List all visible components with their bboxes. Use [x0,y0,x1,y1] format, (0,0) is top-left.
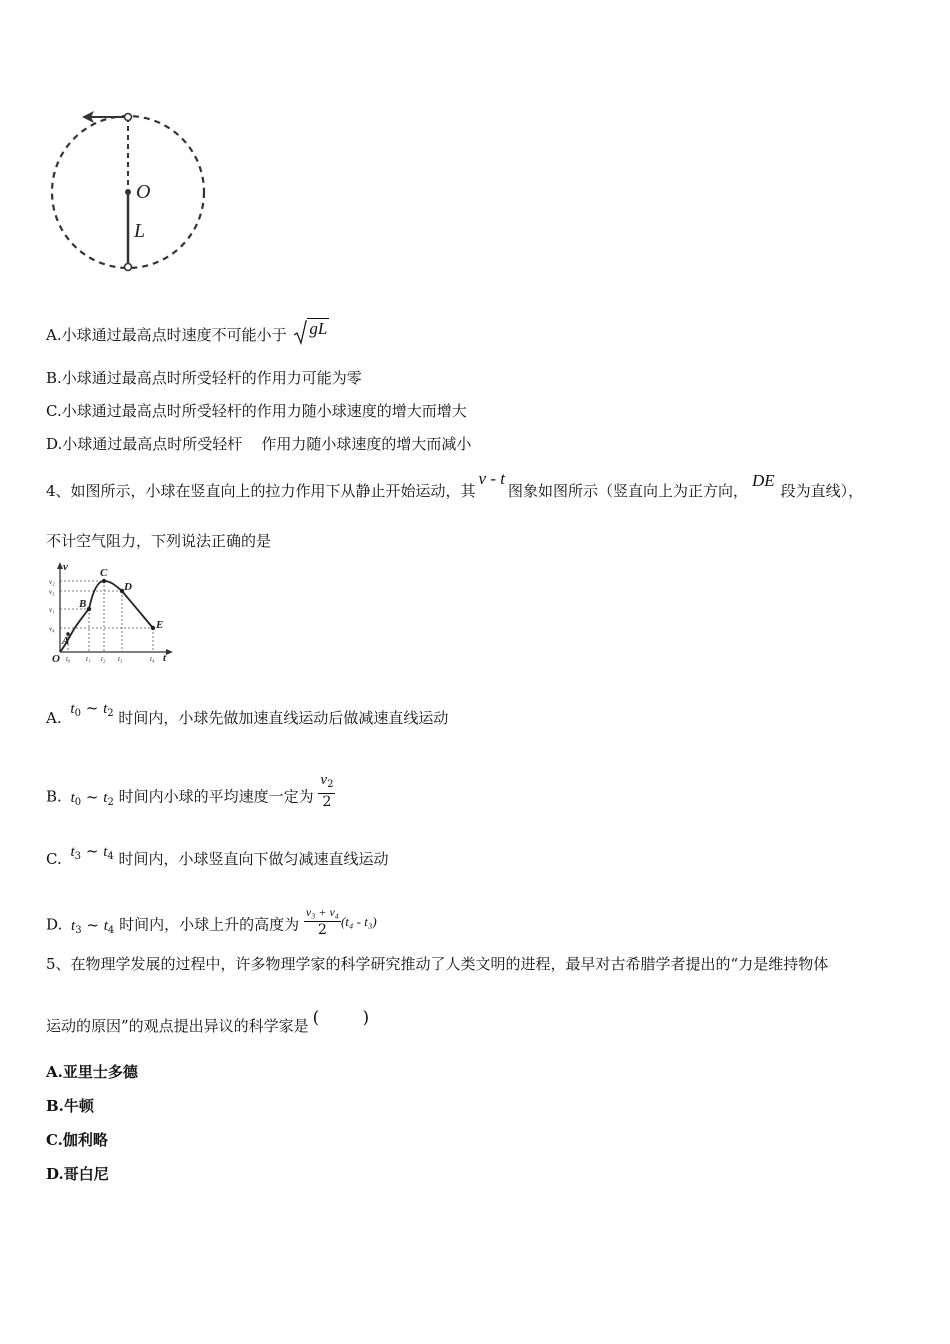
q4-stem-line2 [46,531,271,551]
q5-answer-paren: ( ) [312,1008,370,1028]
q3-option-c [46,401,467,421]
vt-curve [60,581,153,652]
q5-option-b-text: 牛顿 [63,1097,94,1115]
q3-option-a-letter: A. [46,326,62,344]
tick-t2: t₂ [101,655,106,663]
q5-option-c-letter: C. [46,1131,63,1149]
label-origin: O [52,653,60,665]
tick-v1: v₁ [49,606,55,614]
tick-t1: t₁ [86,655,91,663]
q3-option-b-text: 小球通过最高点时所受轻杆的作用力可能为零 [61,369,362,387]
label-y-axis: v [63,561,68,573]
q4-option-a: A. $t_0$ ~ $t_2$ 时间内，小球先做加速直线运动后做减速直线运动 [46,699,449,727]
vt-graph [46,560,176,665]
top-ball [125,114,132,121]
center-point [125,189,131,195]
q4-option-a-letter: A. [46,709,62,727]
q5-option-b [46,1096,94,1116]
label-point-e: E [156,619,164,631]
q4-stem-part1: 4、如图所示，小球在竖直向上的拉力作用下从静止开始运动，其 [46,482,476,500]
q4-stem-part2: 图象如图所示（竖直向上为正方向， [507,482,748,500]
q4-stem-line1 [46,469,864,501]
q4-option-b: B. $t_0$ ~ $t_2$ 时间内小球的平均速度一定为 $\frac{v_2}{2}$ [46,772,334,810]
q3-option-d-letter: D. [46,435,63,453]
q4-option-b-text: 时间内小球的平均速度一定为 [118,787,314,806]
tick-v4: v₄ [49,625,55,633]
q5-option-a [46,1062,138,1082]
q5-option-c-text: 伽利略 [62,1131,108,1149]
label-point-a: A [62,635,70,647]
label-center-o: O [136,181,151,203]
q5-stem-line1-text: 5、在物理学发展的过程中，许多物理学家的科学研究推动了人类文明的进程，最早对古希腊学者提出的“力是维持物体 [46,955,829,973]
q4-option-a-text: 时间内，小球先做加速直线运动后做减速直线运动 [118,709,449,727]
circle-rod-figure [48,105,213,280]
q4-option-d: D. $t_3$ ~ $t_4$ 时间内，小球上升的高度为 $\frac{\text{v₃ + v₄}}{2}$ (t₄ - t₃) [46,905,377,938]
q3-option-a-math: gL [309,319,328,338]
point-c-dot [102,579,106,583]
q5-stem-line1 [46,954,828,974]
q4-option-d-text: 时间内，小球上升的高度为 [119,915,300,934]
q5-option-a-letter: A. [46,1063,63,1081]
label-point-c: C [100,567,108,579]
q5-option-d-text: 哥白尼 [63,1165,109,1183]
q3-option-a-text: 小球通过最高点时速度不可能小于 [61,326,287,344]
q5-option-c [46,1130,108,1150]
q3-option-b [46,368,362,388]
point-e-dot [151,626,155,630]
q4-option-d-letter: D. [46,915,63,934]
q4-stem-part3: 段为直线）， [780,482,864,500]
q4-option-d-tail: (t₄ - t₃) [340,913,377,929]
q4-option-c-text: 时间内，小球竖直向下做匀减速直线运动 [118,850,389,868]
x-axis-arrow [166,649,173,655]
q4-stem-vt: v - t [478,469,505,488]
tick-v2: v₂ [49,578,55,586]
q3-option-d-text: 小球通过最高点时所受轻杆 作用力随小球速度的增大而减小 [62,435,472,453]
tick-t4: t₄ [150,655,155,663]
q3-option-c-text: 小球通过最高点时所受轻杆的作用力随小球速度的增大而增大 [61,402,467,420]
tick-t3: t₃ [118,655,123,663]
q3-option-c-letter: C. [46,402,62,420]
sqrt-sign [293,320,307,346]
q5-option-a-text: 亚里士多德 [62,1063,138,1081]
q5-option-d-letter: D. [46,1165,64,1183]
q5-stem-line2-text: 运动的原因”的观点提出异议的科学家是 [46,1017,309,1035]
q4-option-b-letter: B. [46,787,62,806]
q4-option-b-fraction: $\frac{v_2}{2}$ [320,772,334,810]
q4-option-c-letter: C. [46,850,62,868]
q4-stem-line2-text: 不计空气阻力，下列说法正确的是 [46,532,272,550]
label-rod-l: L [134,220,146,242]
tick-t0: t₀ [66,655,71,663]
label-point-d: D [124,581,132,593]
label-point-b: B [79,598,87,610]
q4-stem-de: DE [752,471,775,490]
q4-option-c: C. $t_3$ ~ $t_4$ 时间内，小球竖直向下做匀减速直线运动 [46,842,389,868]
tick-v3: v₃ [49,588,55,596]
q5-stem-line2 [46,1008,370,1036]
q3-option-a [46,320,329,346]
q5-option-b-letter: B. [46,1097,64,1115]
q3-option-b-letter: B. [46,369,62,387]
label-x-axis: t [163,652,167,664]
bottom-ball [125,264,132,271]
q4-option-d-fraction: $\frac{\text{v₃ + v₄}}{2}$ [305,905,339,938]
q3-option-d [46,434,471,454]
q5-option-d [46,1164,109,1184]
point-b-dot [87,607,91,611]
